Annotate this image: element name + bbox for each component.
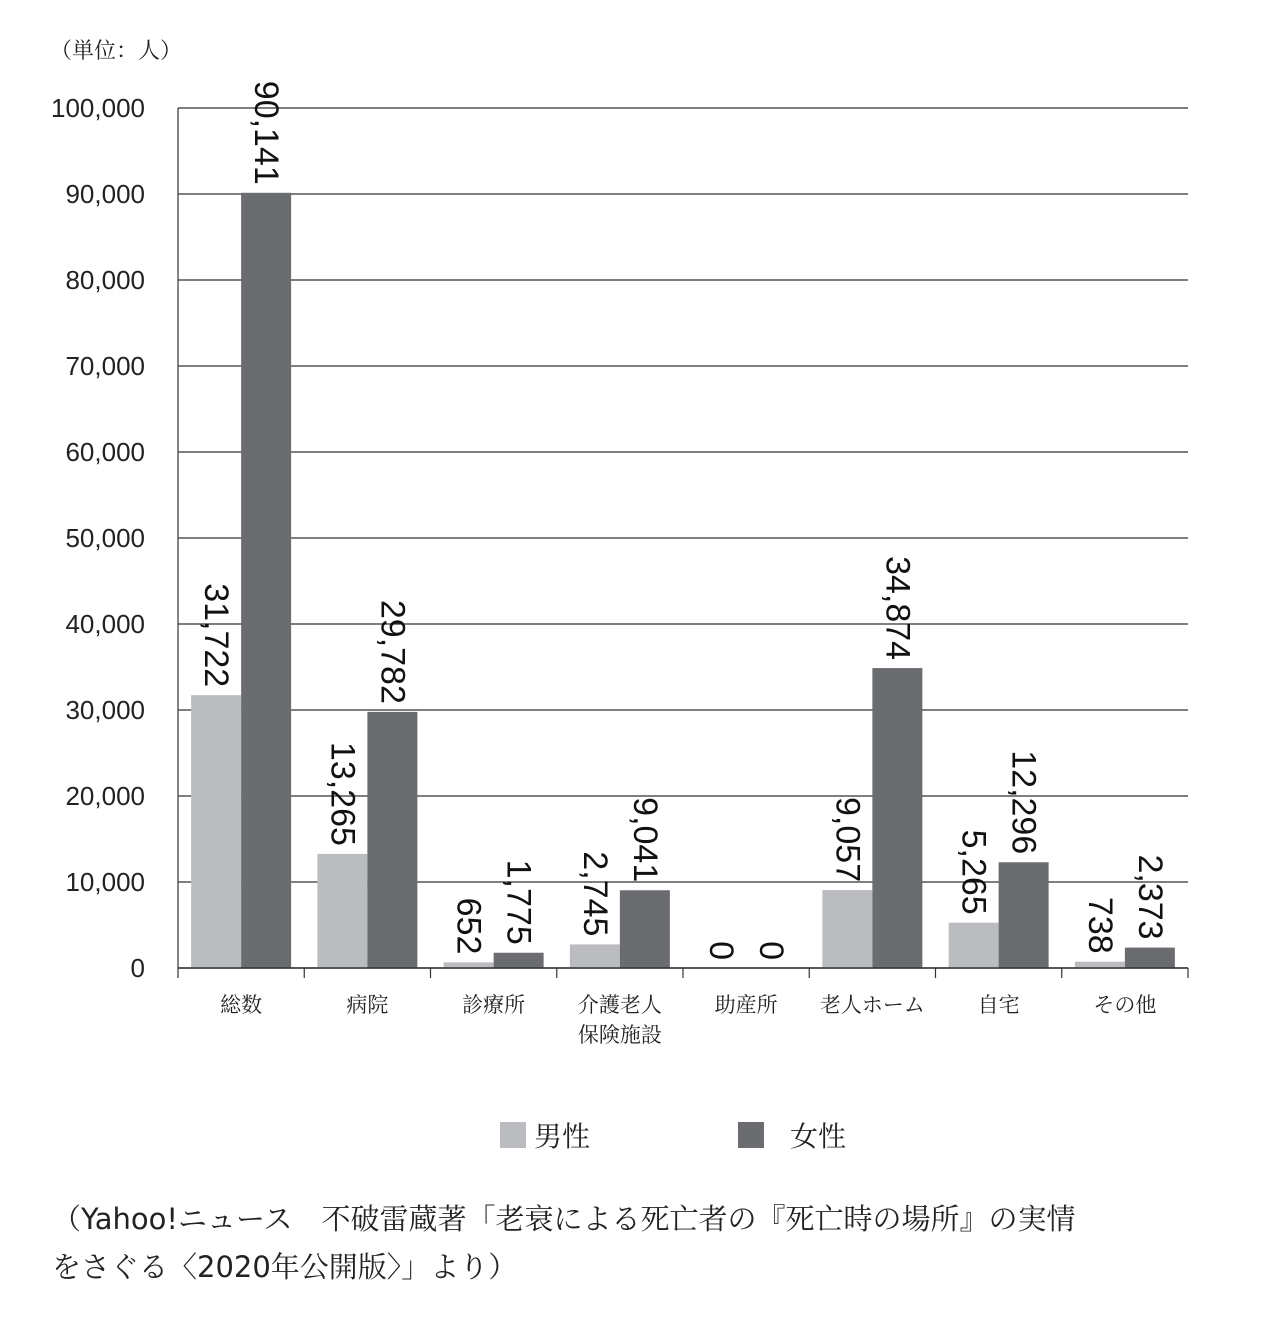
source-line-1: （Yahoo!ニュース 不破雷蔵著「老衰による死亡者の『死亡時の場所』の実情 [52,1202,1076,1236]
bar-male [444,962,494,968]
category-label: 病院 [346,993,389,1017]
bar-female [241,193,291,968]
value-label: 12,296 [1004,750,1043,855]
bar-male [570,944,620,968]
bar-female [1125,948,1175,968]
category-label: 自宅 [977,993,1020,1017]
value-label: 738 [1080,896,1119,954]
y-tick-label: 70,000 [65,351,145,381]
category-label: 総数 [220,993,263,1017]
value-label: 652 [449,897,488,955]
category-label: 老人ホーム [819,993,925,1017]
category-label: 介護老人 [577,993,662,1017]
y-tick-label: 20,000 [65,781,145,811]
y-tick-label: 90,000 [65,179,145,209]
value-label: 1,775 [499,859,538,945]
unit-label: （単位：人） [50,39,183,64]
bar-male [1075,962,1125,968]
value-label: 0 [702,941,741,960]
value-label: 90,141 [247,80,286,185]
bar-female [494,953,544,968]
y-tick-label: 100,000 [51,93,145,123]
bar-female [872,668,922,968]
source-line-2: をさぐる〈2020年公開版〉」より） [52,1250,518,1284]
y-tick-label: 0 [130,953,145,983]
value-labels [197,81,1169,960]
bar-female [367,712,417,968]
legend-item-male [500,1115,590,1155]
y-tick-label: 50,000 [65,523,145,553]
value-label: 34,874 [878,556,917,661]
y-tick-label: 30,000 [65,695,145,725]
value-label: 2,373 [1130,854,1169,940]
category-label: 診療所 [462,993,526,1017]
legend-label-male: 男性 [534,1120,591,1153]
category-label: 助産所 [714,993,778,1017]
legend [0,1115,1272,1155]
category-label: その他 [1093,993,1157,1017]
value-label: 31,722 [197,583,236,688]
bar-male [949,923,999,968]
bar-male [822,890,872,968]
category-label: 保険施設 [577,1023,662,1047]
bar-female [620,890,670,968]
value-label: 5,265 [954,829,993,915]
value-label: 29,782 [373,599,412,704]
bar-male [317,854,367,968]
value-label: 9,057 [828,797,867,883]
y-tick-label: 60,000 [65,437,145,467]
y-tick-label: 40,000 [65,609,145,639]
legend-swatch-male [500,1122,526,1148]
value-label: 13,265 [323,741,362,846]
legend-item-female [738,1115,846,1155]
value-label: 2,745 [575,851,614,937]
value-label: 9,041 [625,797,664,883]
category-labels [220,993,1156,1047]
value-label: 0 [752,941,791,960]
y-tick-label: 10,000 [65,867,145,897]
y-axis-ticks [51,93,145,983]
source-note [52,1195,1202,1291]
legend-swatch-female [738,1122,764,1148]
legend-label-female: 女性 [790,1120,847,1153]
y-tick-label: 80,000 [65,265,145,295]
bar-female [999,862,1049,968]
bar-male [191,695,241,968]
